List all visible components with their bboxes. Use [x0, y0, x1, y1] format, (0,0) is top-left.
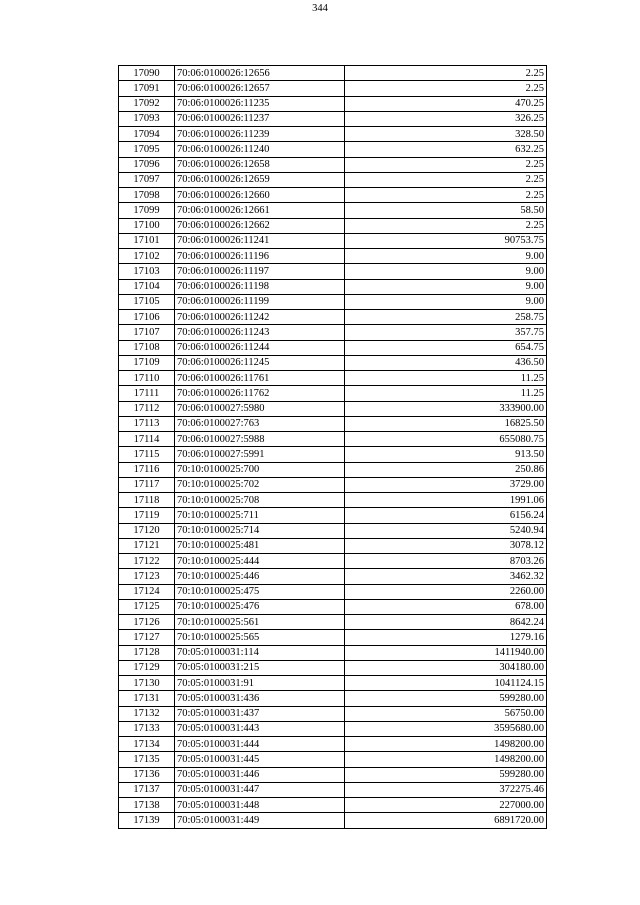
row-number-cell: 17128	[119, 645, 175, 660]
table-row	[119, 310, 547, 325]
cadastral-number-cell: 70:05:0100031:91	[175, 676, 345, 691]
value-cell: 357.75	[345, 325, 547, 340]
value-cell: 1411940.00	[345, 645, 547, 660]
value-cell: 1498200.00	[345, 752, 547, 767]
table-row	[119, 81, 547, 96]
table-row	[119, 584, 547, 599]
row-number-cell: 17138	[119, 798, 175, 813]
value-cell: 11.25	[345, 386, 547, 401]
cadastral-number-cell: 70:06:0100026:12657	[175, 81, 345, 96]
cadastral-number-cell: 70:06:0100026:11237	[175, 111, 345, 126]
row-number-cell: 17137	[119, 782, 175, 797]
row-number-cell: 17097	[119, 172, 175, 187]
table-row	[119, 355, 547, 370]
value-cell: 2.25	[345, 66, 547, 81]
value-cell: 678.00	[345, 599, 547, 614]
row-number-cell: 17095	[119, 142, 175, 157]
cadastral-number-cell: 70:06:0100027:763	[175, 416, 345, 431]
row-number-cell: 17098	[119, 188, 175, 203]
value-cell: 3729.00	[345, 477, 547, 492]
table-row	[119, 249, 547, 264]
cadastral-number-cell: 70:10:0100025:475	[175, 584, 345, 599]
row-number-cell: 17125	[119, 599, 175, 614]
table-row	[119, 66, 547, 81]
row-number-cell: 17126	[119, 615, 175, 630]
value-cell: 3078.12	[345, 538, 547, 553]
cadastral-number-cell: 70:06:0100026:12658	[175, 157, 345, 172]
value-cell: 1991.06	[345, 493, 547, 508]
value-cell: 304180.00	[345, 660, 547, 675]
table-row	[119, 798, 547, 813]
cadastral-number-cell: 70:06:0100026:11198	[175, 279, 345, 294]
cadastral-number-cell: 70:10:0100025:561	[175, 615, 345, 630]
cadastral-number-cell: 70:05:0100031:437	[175, 706, 345, 721]
row-number-cell: 17132	[119, 706, 175, 721]
table-row	[119, 645, 547, 660]
value-cell: 56750.00	[345, 706, 547, 721]
table-row	[119, 813, 547, 828]
cadastral-number-cell: 70:06:0100026:12659	[175, 172, 345, 187]
cadastral-number-cell: 70:06:0100026:11762	[175, 386, 345, 401]
row-number-cell: 17121	[119, 538, 175, 553]
row-number-cell: 17094	[119, 127, 175, 142]
row-number-cell: 17139	[119, 813, 175, 828]
cadastral-number-cell: 70:10:0100025:565	[175, 630, 345, 645]
value-cell: 632.25	[345, 142, 547, 157]
table-row	[119, 691, 547, 706]
table-row	[119, 127, 547, 142]
cadastral-number-cell: 70:06:0100026:11240	[175, 142, 345, 157]
cadastral-number-cell: 70:10:0100025:444	[175, 554, 345, 569]
row-number-cell: 17107	[119, 325, 175, 340]
table-row	[119, 172, 547, 187]
table-row	[119, 752, 547, 767]
row-number-cell: 17122	[119, 554, 175, 569]
row-number-cell: 17118	[119, 493, 175, 508]
value-cell: 9.00	[345, 249, 547, 264]
table-row	[119, 401, 547, 416]
cadastral-number-cell: 70:06:0100026:11235	[175, 96, 345, 111]
table-row	[119, 554, 547, 569]
cadastral-number-cell: 70:05:0100031:114	[175, 645, 345, 660]
row-number-cell: 17099	[119, 203, 175, 218]
table-row	[119, 599, 547, 614]
cadastral-number-cell: 70:06:0100026:12660	[175, 188, 345, 203]
value-cell: 8642.24	[345, 615, 547, 630]
value-cell: 16825.50	[345, 416, 547, 431]
row-number-cell: 17116	[119, 462, 175, 477]
value-cell: 1041124.15	[345, 676, 547, 691]
cadastral-number-cell: 70:06:0100026:11241	[175, 233, 345, 248]
table-row	[119, 782, 547, 797]
cadastral-number-cell: 70:10:0100025:446	[175, 569, 345, 584]
value-cell: 9.00	[345, 279, 547, 294]
table-row	[119, 660, 547, 675]
register-table	[118, 65, 547, 829]
value-cell: 6891720.00	[345, 813, 547, 828]
value-cell: 2.25	[345, 188, 547, 203]
table-row	[119, 462, 547, 477]
value-cell: 654.75	[345, 340, 547, 355]
row-number-cell: 17091	[119, 81, 175, 96]
table-row	[119, 569, 547, 584]
value-cell: 436.50	[345, 355, 547, 370]
value-cell: 11.25	[345, 371, 547, 386]
row-number-cell: 17129	[119, 660, 175, 675]
row-number-cell: 17117	[119, 477, 175, 492]
value-cell: 372275.46	[345, 782, 547, 797]
row-number-cell: 17115	[119, 447, 175, 462]
value-cell: 333900.00	[345, 401, 547, 416]
table-row	[119, 706, 547, 721]
cadastral-number-cell: 70:05:0100031:215	[175, 660, 345, 675]
value-cell: 470.25	[345, 96, 547, 111]
table-row	[119, 233, 547, 248]
table-row	[119, 538, 547, 553]
cadastral-number-cell: 70:10:0100025:711	[175, 508, 345, 523]
value-cell: 1498200.00	[345, 737, 547, 752]
cadastral-number-cell: 70:10:0100025:700	[175, 462, 345, 477]
cadastral-number-cell: 70:05:0100031:436	[175, 691, 345, 706]
value-cell: 90753.75	[345, 233, 547, 248]
value-cell: 2.25	[345, 172, 547, 187]
row-number-cell: 17127	[119, 630, 175, 645]
cadastral-number-cell: 70:05:0100031:449	[175, 813, 345, 828]
table-row	[119, 279, 547, 294]
row-number-cell: 17136	[119, 767, 175, 782]
cadastral-number-cell: 70:06:0100027:5988	[175, 432, 345, 447]
table-row	[119, 218, 547, 233]
cadastral-number-cell: 70:10:0100025:714	[175, 523, 345, 538]
table-row	[119, 447, 547, 462]
row-number-cell: 17105	[119, 294, 175, 309]
value-cell: 9.00	[345, 294, 547, 309]
row-number-cell: 17133	[119, 721, 175, 736]
register-table-body	[119, 66, 547, 829]
table-row	[119, 477, 547, 492]
table-row	[119, 294, 547, 309]
cadastral-number-cell: 70:05:0100031:445	[175, 752, 345, 767]
row-number-cell: 17109	[119, 355, 175, 370]
row-number-cell: 17110	[119, 371, 175, 386]
cadastral-number-cell: 70:06:0100026:11196	[175, 249, 345, 264]
value-cell: 250.86	[345, 462, 547, 477]
row-number-cell: 17120	[119, 523, 175, 538]
cadastral-number-cell: 70:05:0100031:444	[175, 737, 345, 752]
row-number-cell: 17104	[119, 279, 175, 294]
row-number-cell: 17111	[119, 386, 175, 401]
table-row	[119, 157, 547, 172]
table-row	[119, 371, 547, 386]
row-number-cell: 17100	[119, 218, 175, 233]
value-cell: 2.25	[345, 157, 547, 172]
row-number-cell: 17124	[119, 584, 175, 599]
value-cell: 326.25	[345, 111, 547, 126]
table-row	[119, 325, 547, 340]
value-cell: 6156.24	[345, 508, 547, 523]
value-cell: 2.25	[345, 218, 547, 233]
table-row	[119, 630, 547, 645]
cadastral-number-cell: 70:06:0100026:12656	[175, 66, 345, 81]
cadastral-number-cell: 70:06:0100026:12661	[175, 203, 345, 218]
table-row	[119, 142, 547, 157]
value-cell: 655080.75	[345, 432, 547, 447]
value-cell: 9.00	[345, 264, 547, 279]
cadastral-number-cell: 70:05:0100031:446	[175, 767, 345, 782]
table-row	[119, 523, 547, 538]
cadastral-number-cell: 70:06:0100026:11239	[175, 127, 345, 142]
value-cell: 227000.00	[345, 798, 547, 813]
page-number: 344	[312, 3, 328, 14]
row-number-cell: 17090	[119, 66, 175, 81]
value-cell: 3462.32	[345, 569, 547, 584]
table-row	[119, 188, 547, 203]
cadastral-number-cell: 70:06:0100026:11199	[175, 294, 345, 309]
table-row	[119, 508, 547, 523]
value-cell: 599280.00	[345, 767, 547, 782]
cadastral-number-cell: 70:06:0100026:11244	[175, 340, 345, 355]
table-row	[119, 615, 547, 630]
cadastral-number-cell: 70:10:0100025:708	[175, 493, 345, 508]
cadastral-number-cell: 70:06:0100026:11245	[175, 355, 345, 370]
cadastral-number-cell: 70:05:0100031:443	[175, 721, 345, 736]
value-cell: 8703.26	[345, 554, 547, 569]
table-row	[119, 432, 547, 447]
table-row	[119, 493, 547, 508]
row-number-cell: 17135	[119, 752, 175, 767]
cadastral-number-cell: 70:05:0100031:447	[175, 782, 345, 797]
cadastral-number-cell: 70:06:0100027:5980	[175, 401, 345, 416]
row-number-cell: 17103	[119, 264, 175, 279]
value-cell: 1279.16	[345, 630, 547, 645]
cadastral-number-cell: 70:06:0100026:12662	[175, 218, 345, 233]
value-cell: 2260.00	[345, 584, 547, 599]
table-row	[119, 416, 547, 431]
table-row	[119, 767, 547, 782]
value-cell: 258.75	[345, 310, 547, 325]
value-cell: 913.50	[345, 447, 547, 462]
row-number-cell: 17134	[119, 737, 175, 752]
value-cell: 3595680.00	[345, 721, 547, 736]
table-row	[119, 386, 547, 401]
table-row	[119, 676, 547, 691]
row-number-cell: 17112	[119, 401, 175, 416]
row-number-cell: 17123	[119, 569, 175, 584]
row-number-cell: 17102	[119, 249, 175, 264]
row-number-cell: 17131	[119, 691, 175, 706]
cadastral-number-cell: 70:06:0100027:5991	[175, 447, 345, 462]
cadastral-number-cell: 70:06:0100026:11761	[175, 371, 345, 386]
table-row	[119, 340, 547, 355]
value-cell: 328.50	[345, 127, 547, 142]
row-number-cell: 17130	[119, 676, 175, 691]
table-row	[119, 737, 547, 752]
value-cell: 58.50	[345, 203, 547, 218]
row-number-cell: 17114	[119, 432, 175, 447]
table-row	[119, 264, 547, 279]
cadastral-number-cell: 70:06:0100026:11243	[175, 325, 345, 340]
row-number-cell: 17106	[119, 310, 175, 325]
row-number-cell: 17113	[119, 416, 175, 431]
table-row	[119, 111, 547, 126]
row-number-cell: 17119	[119, 508, 175, 523]
row-number-cell: 17092	[119, 96, 175, 111]
cadastral-number-cell: 70:05:0100031:448	[175, 798, 345, 813]
row-number-cell: 17108	[119, 340, 175, 355]
row-number-cell: 17101	[119, 233, 175, 248]
cadastral-number-cell: 70:06:0100026:11242	[175, 310, 345, 325]
cadastral-number-cell: 70:10:0100025:481	[175, 538, 345, 553]
cadastral-number-cell: 70:10:0100025:702	[175, 477, 345, 492]
table-row	[119, 721, 547, 736]
value-cell: 599280.00	[345, 691, 547, 706]
row-number-cell: 17096	[119, 157, 175, 172]
value-cell: 5240.94	[345, 523, 547, 538]
cadastral-number-cell: 70:06:0100026:11197	[175, 264, 345, 279]
table-row	[119, 203, 547, 218]
table-row	[119, 96, 547, 111]
value-cell: 2.25	[345, 81, 547, 96]
cadastral-number-cell: 70:10:0100025:476	[175, 599, 345, 614]
row-number-cell: 17093	[119, 111, 175, 126]
